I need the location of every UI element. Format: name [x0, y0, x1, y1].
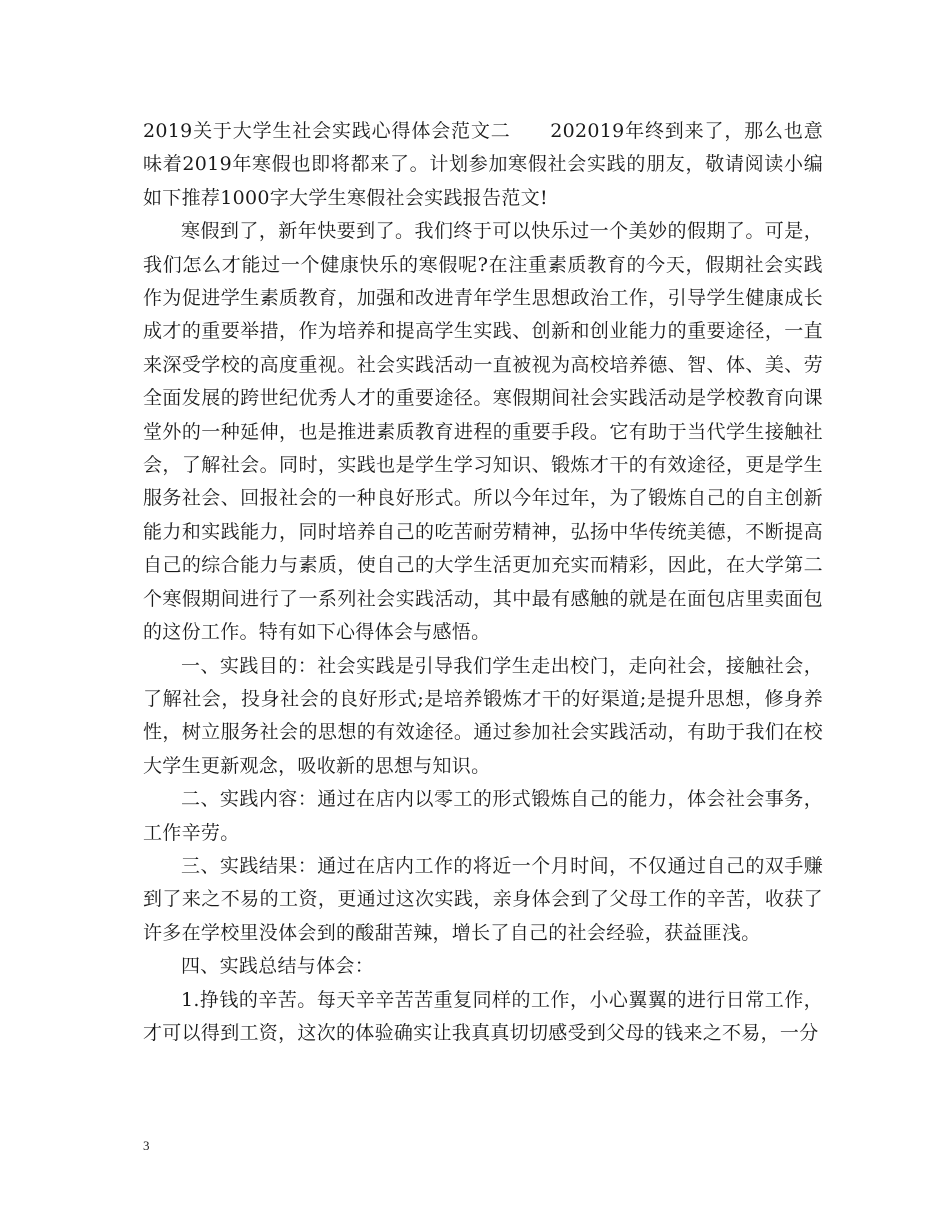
paragraph-practice-content: 二、实践内容：通过在店内以零工的形式锻炼自己的能力，体会社会事务，工作辛劳。 [143, 788, 823, 844]
paragraph-winter-break: 寒假到了，新年快要到了。我们终于可以快乐过一个美妙的假期了。可是，我们怎么才能过一个健康快乐的寒假呢?在注重素质教育的今天，假期社会实践作为促进学生素质教育，加强和改进青年学生思想政治工作，引导学生健康成长成才的重要举措，作为培养和提高学生实践、创新和创业能力的重要途径，一直来深受学校的高度重视。社会实践活动一直被视为高校培养德、智、体、美、劳全面发展的跨世纪优秀人才的重要途径。寒假期间社会实践活动是学校教育向课堂外的一种延伸，也是推进素质教育进程的重要手段。它有助于当代学生接触社会，了解社会。同时，实践也是学生学习知识、锻炼才干的有效途径，更是学生服务社会、回报社会的一种良好形式。所以今年过年，为了锻炼自己的自主创新能力和实践能力，同时培养自己的吃苦耐劳精神，弘扬中华传统美德，不断提高自己的综合能力与素质，使自己的大学生活更加充实而精彩，因此，在大学第二个寒假期间进行了一系列社会实践活动，其中最有感触的就是在面包店里卖面包的这份工作。特有如下心得体会与感悟。 [143, 220, 823, 644]
paragraph-practice-purpose: 一、实践目的：社会实践是引导我们学生走出校门，走向社会，接触社会，了解社会，投身社会的良好形式;是培养锻炼才干的好渠道;是提升思想，修身养性，树立服务社会的思想的有效途径。通过参加社会实践活动，有助于我们在校大学生更新观念，吸收新的思想与知识。 [143, 654, 823, 777]
document-body [143, 115, 823, 1050]
paragraph-summary-heading: 四、实践总结与体会： [181, 955, 375, 978]
page-number: 3 [143, 1138, 150, 1153]
paragraph-intro: 2019关于大学生社会实践心得体会范文二 202019年终到来了，那么也意味着2019年寒假也即将都来了。计划参加寒假社会实践的朋友，敬请阅读小编如下推荐1000字大学生寒假社会实践报告范文! [143, 120, 823, 209]
paragraph-earning-hardship: 1.挣钱的辛苦。每天辛辛苦苦重复同样的工作，小心翼翼的进行日常工作，才可以得到工资，这次的体验确实让我真真切切感受到父母的钱来之不易，一分 [143, 988, 823, 1044]
paragraph-practice-result: 三、实践结果：通过在店内工作的将近一个月时间，不仅通过自己的双手赚到了来之不易的工资，更通过这次实践，亲身体会到了父母工作的辛苦，收获了许多在学校里没体会到的酸甜苦辣，增长了自己的社会经验，获益匪浅。 [143, 854, 823, 944]
